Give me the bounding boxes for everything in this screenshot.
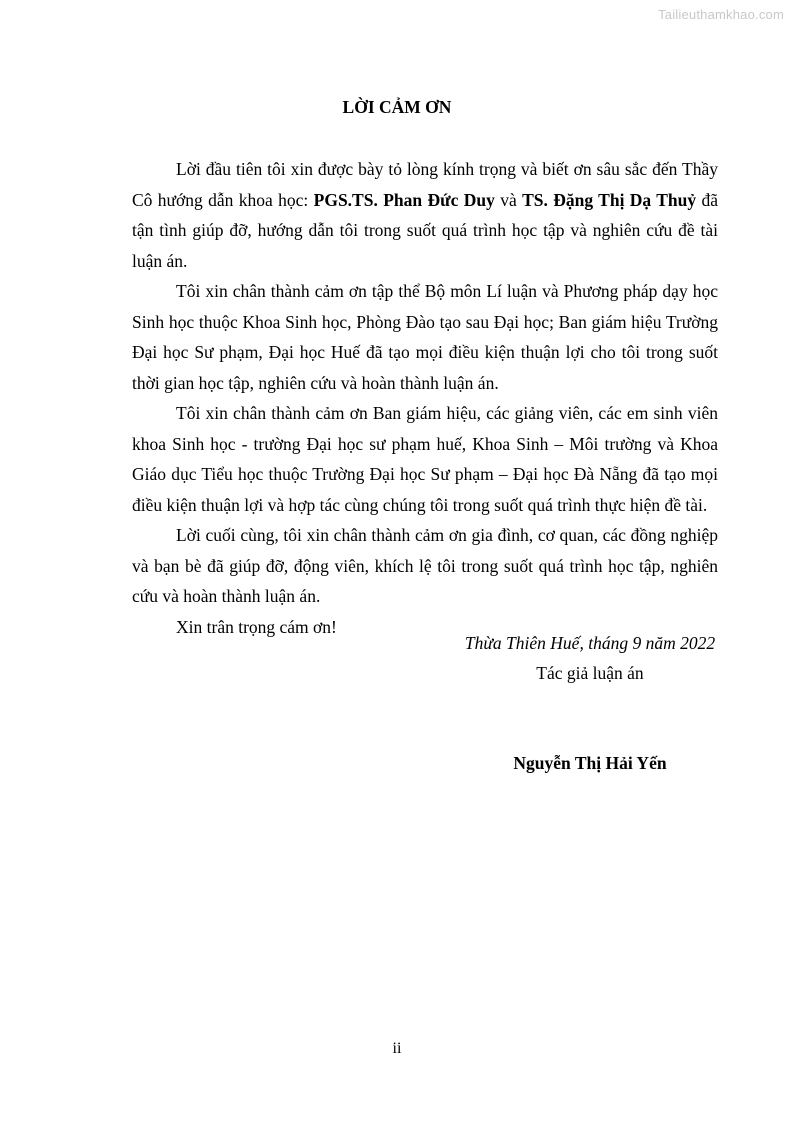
acknowledgement-body — [132, 154, 718, 642]
page-title: LỜI CẢM ƠN — [342, 97, 452, 117]
paragraph-3: Tôi xin chân thành cảm ơn Ban giám hiệu, các giảng viên, các em sinh viên khoa Sinh học - trường Đại học sư phạm huế, Khoa Sinh – Môi trường và Khoa Giáo dục Tiểu học thuộc Trường Đại học Sư phạm – Đại học Đà Nẵng đã tạo mọi điều kiện thuận lợi và hợp tác cùng chúng tôi trong suốt quá trình thực hiện đề tài. — [132, 403, 718, 515]
watermark: Tailieuthamkhao.com — [658, 7, 784, 22]
paragraph-1-pre: Lời đầu tiên tôi xin được bày tỏ lòng kính trọng và biết ơn sâu sắc đến Thầy Cô hướng dẫn khoa học: — [132, 159, 718, 210]
signature-place-date: Thừa Thiên Huế, tháng 9 năm 2022 — [464, 633, 716, 653]
paragraph-1 — [132, 154, 718, 276]
paragraph-4: Lời cuối cùng, tôi xin chân thành cảm ơn gia đình, cơ quan, các đồng nghiệp và bạn bè đã giúp đỡ, động viên, khích lệ tôi trong suốt quá trình học tập, nghiên cứu và hoàn thành luận án. — [132, 525, 718, 606]
advisor-1: PGS.TS. Phan Đức Duy — [313, 189, 495, 210]
advisor-2: TS. Đặng Thị Dạ Thuỷ — [522, 189, 697, 210]
paragraph-1-mid: và — [494, 189, 523, 210]
paragraph-2: Tôi xin chân thành cảm ơn tập thể Bộ môn Lí luận và Phương pháp dạy học Sinh học thuộc Khoa Sinh học, Phòng Đào tạo sau Đại học; Ban giám hiệu Trường Đại học Sư phạm, Đại học Huế đã tạo mọi điều kiện thuận lợi cho tôi trong suốt thời gian học tập, nghiên cứu và hoàn thành luận án. — [132, 281, 718, 393]
signature-name: Nguyễn Thị Hải Yến — [513, 753, 667, 773]
signature-role: Tác giả luận án — [536, 663, 644, 683]
paragraph-1-post: đã tận tình giúp đỡ, hướng dẫn tôi trong suốt quá trình học tập và nghiên cứu đề tài luận án. — [132, 189, 719, 271]
paragraph-5: Xin trân trọng cám ơn! — [176, 616, 337, 637]
page-number: ii — [392, 1040, 402, 1057]
